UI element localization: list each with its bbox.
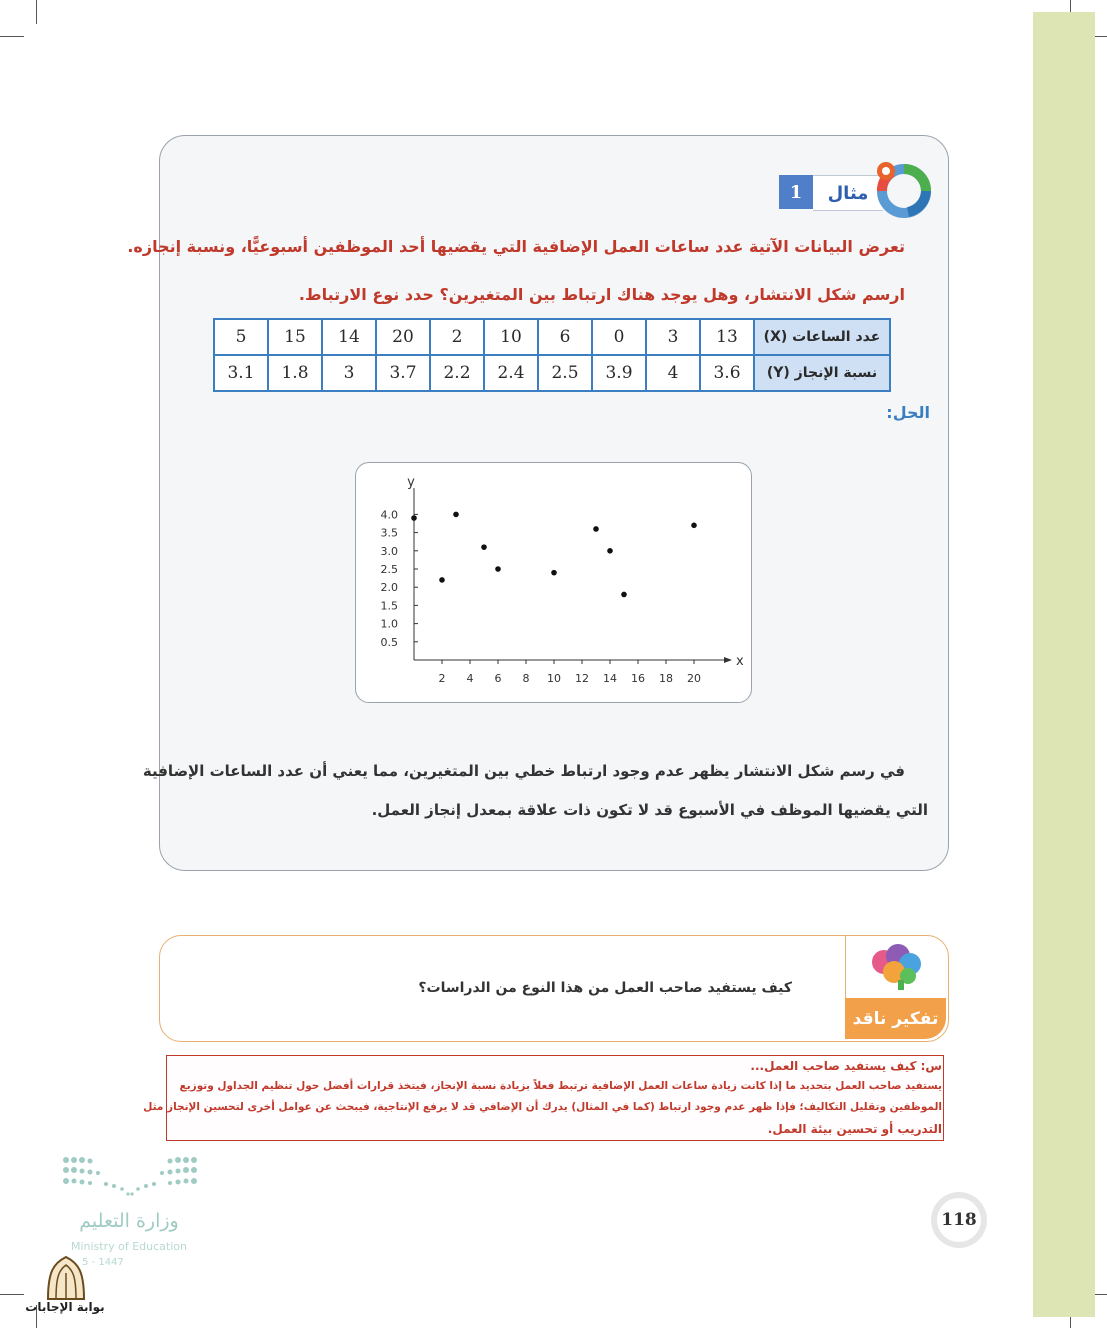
example-ring-icon <box>868 155 932 221</box>
watermark-text: بوابة الإجابات <box>25 1300 105 1314</box>
answer-line-2: يستفيد صاحب العمل بتحديد ما إذا كانت زيادة ساعات العمل الإضافية ترتبط فعلاً بزيادة نسبة الإنجاز، فيتخذ قرارات أفضل حول تنظيم الجداول وتوزيع <box>179 1080 942 1092</box>
y-tick-label: 3.0 <box>380 544 398 558</box>
brain-icon <box>868 942 924 992</box>
crop-mark <box>0 1294 24 1295</box>
example-label: مثال <box>813 175 883 211</box>
critical-thinking-question: كيف يستفيد صاحب العمل من هذا النوع من الدراسات؟ <box>418 980 792 996</box>
x-tick-label: 8 <box>522 672 530 685</box>
ministry-name-english: Ministry of Education <box>70 1240 187 1253</box>
table-cell: 4 <box>646 355 700 391</box>
page-number-badge <box>931 1192 987 1248</box>
y-tick-label: 2.0 <box>380 581 398 595</box>
page-number: 118 <box>937 1198 981 1242</box>
scatter-point <box>551 570 557 576</box>
scatter-point <box>411 515 417 521</box>
table-cell: 2.4 <box>484 355 538 391</box>
scatter-point <box>481 544 487 550</box>
table-cell: 10 <box>484 319 538 355</box>
table-header-y: نسبة الإنجاز (Y) <box>754 355 890 391</box>
data-table <box>213 318 891 392</box>
ministry-year: 5 - 1447 <box>82 1257 124 1268</box>
scatter-chart <box>355 462 750 701</box>
y-tick-label: 1.0 <box>380 617 398 631</box>
table-cell: 14 <box>322 319 376 355</box>
problem-line-1: تعرض البيانات الآتية عدد ساعات العمل الإضافية التي يقضيها أحد الموظفين أسبوعيًّا، ونسبة إنجازه. <box>127 237 905 256</box>
side-strip <box>1033 12 1095 1317</box>
y-tick-label: 2.5 <box>380 563 398 576</box>
scatter-point <box>593 526 599 532</box>
table-cell: 20 <box>376 319 430 355</box>
x-tick-label: 16 <box>631 672 645 685</box>
table-cell: 3.7 <box>376 355 430 391</box>
x-tick-label: 18 <box>659 672 673 685</box>
scatter-point <box>453 512 459 518</box>
table-cell: 3 <box>646 319 700 355</box>
y-axis-label: y <box>407 475 415 490</box>
table-cell: 3.1 <box>214 355 268 391</box>
table-cell: 1.8 <box>268 355 322 391</box>
y-tick-label: 3.5 <box>380 526 398 540</box>
table-cell: 2.5 <box>538 355 592 391</box>
scatter-point <box>439 577 445 583</box>
table-cell: 0 <box>592 319 646 355</box>
x-tick-label: 14 <box>603 672 617 685</box>
example-number: 1 <box>779 175 813 209</box>
table-cell: 13 <box>700 319 754 355</box>
conclusion-line-2: التي يقضيها الموظف في الأسبوع قد لا تكون ذات علاقة بمعدل إنجاز العمل. <box>371 801 928 819</box>
table-cell: 3.9 <box>592 355 646 391</box>
crop-mark <box>36 0 37 24</box>
table-cell: 5 <box>214 319 268 355</box>
conclusion-line-1: في رسم شكل الانتشار يظهر عدم وجود ارتباط خطي بين المتغيرين، مما يعني أن عدد الساعات الإضافية <box>142 762 905 780</box>
table-cell: 2.2 <box>430 355 484 391</box>
critical-thinking-label: تفكير ناقد <box>845 998 946 1039</box>
x-tick-label: 6 <box>494 672 502 685</box>
answer-line-3: الموظفين وتقليل التكاليف؛ فإذا ظهر عدم وجود ارتباط (كما في المثال) يدرك أن الإضافي قد لا يرفع الإنتاجية، فيبحث عن عوامل أخرى لتحسين الإنجاز مثل <box>143 1101 942 1113</box>
scatter-point <box>621 592 627 598</box>
y-tick-label: 4.0 <box>380 508 398 522</box>
x-axis-label: x <box>736 654 744 669</box>
scatter-point <box>607 548 613 554</box>
ministry-name-arabic: وزارة التعليم <box>79 1210 179 1232</box>
answer-line-4: التدريب أو تحسين بيئة العمل. <box>767 1122 942 1136</box>
table-cell: 15 <box>268 319 322 355</box>
table-cell: 3.6 <box>700 355 754 391</box>
table-row-x <box>214 319 890 355</box>
scatter-point <box>495 566 501 572</box>
x-tick-label: 12 <box>575 672 589 685</box>
y-tick-label: 0.5 <box>380 635 398 649</box>
x-tick-label: 2 <box>438 672 446 685</box>
solution-label: الحل: <box>886 403 930 422</box>
watermark-logo-icon <box>44 1255 88 1301</box>
table-cell: 2 <box>430 319 484 355</box>
ministry-logo-icon <box>62 1154 198 1200</box>
scatter-point <box>691 523 697 529</box>
x-axis-arrow <box>724 657 732 663</box>
y-tick-label: 1.5 <box>380 599 398 613</box>
answer-line-1: س: كيف يستفيد صاحب العمل... <box>750 1059 942 1073</box>
crop-mark <box>0 36 24 37</box>
table-header-x: عدد الساعات (X) <box>754 319 890 355</box>
table-row-y <box>214 355 890 391</box>
table-cell: 3 <box>322 355 376 391</box>
problem-line-2: ارسم شكل الانتشار، وهل يوجد هناك ارتباط بين المتغيرين؟ حدد نوع الارتباط. <box>298 285 905 304</box>
x-tick-label: 4 <box>466 672 474 685</box>
x-tick-label: 20 <box>687 672 701 685</box>
table-cell: 6 <box>538 319 592 355</box>
x-tick-label: 10 <box>547 672 561 685</box>
